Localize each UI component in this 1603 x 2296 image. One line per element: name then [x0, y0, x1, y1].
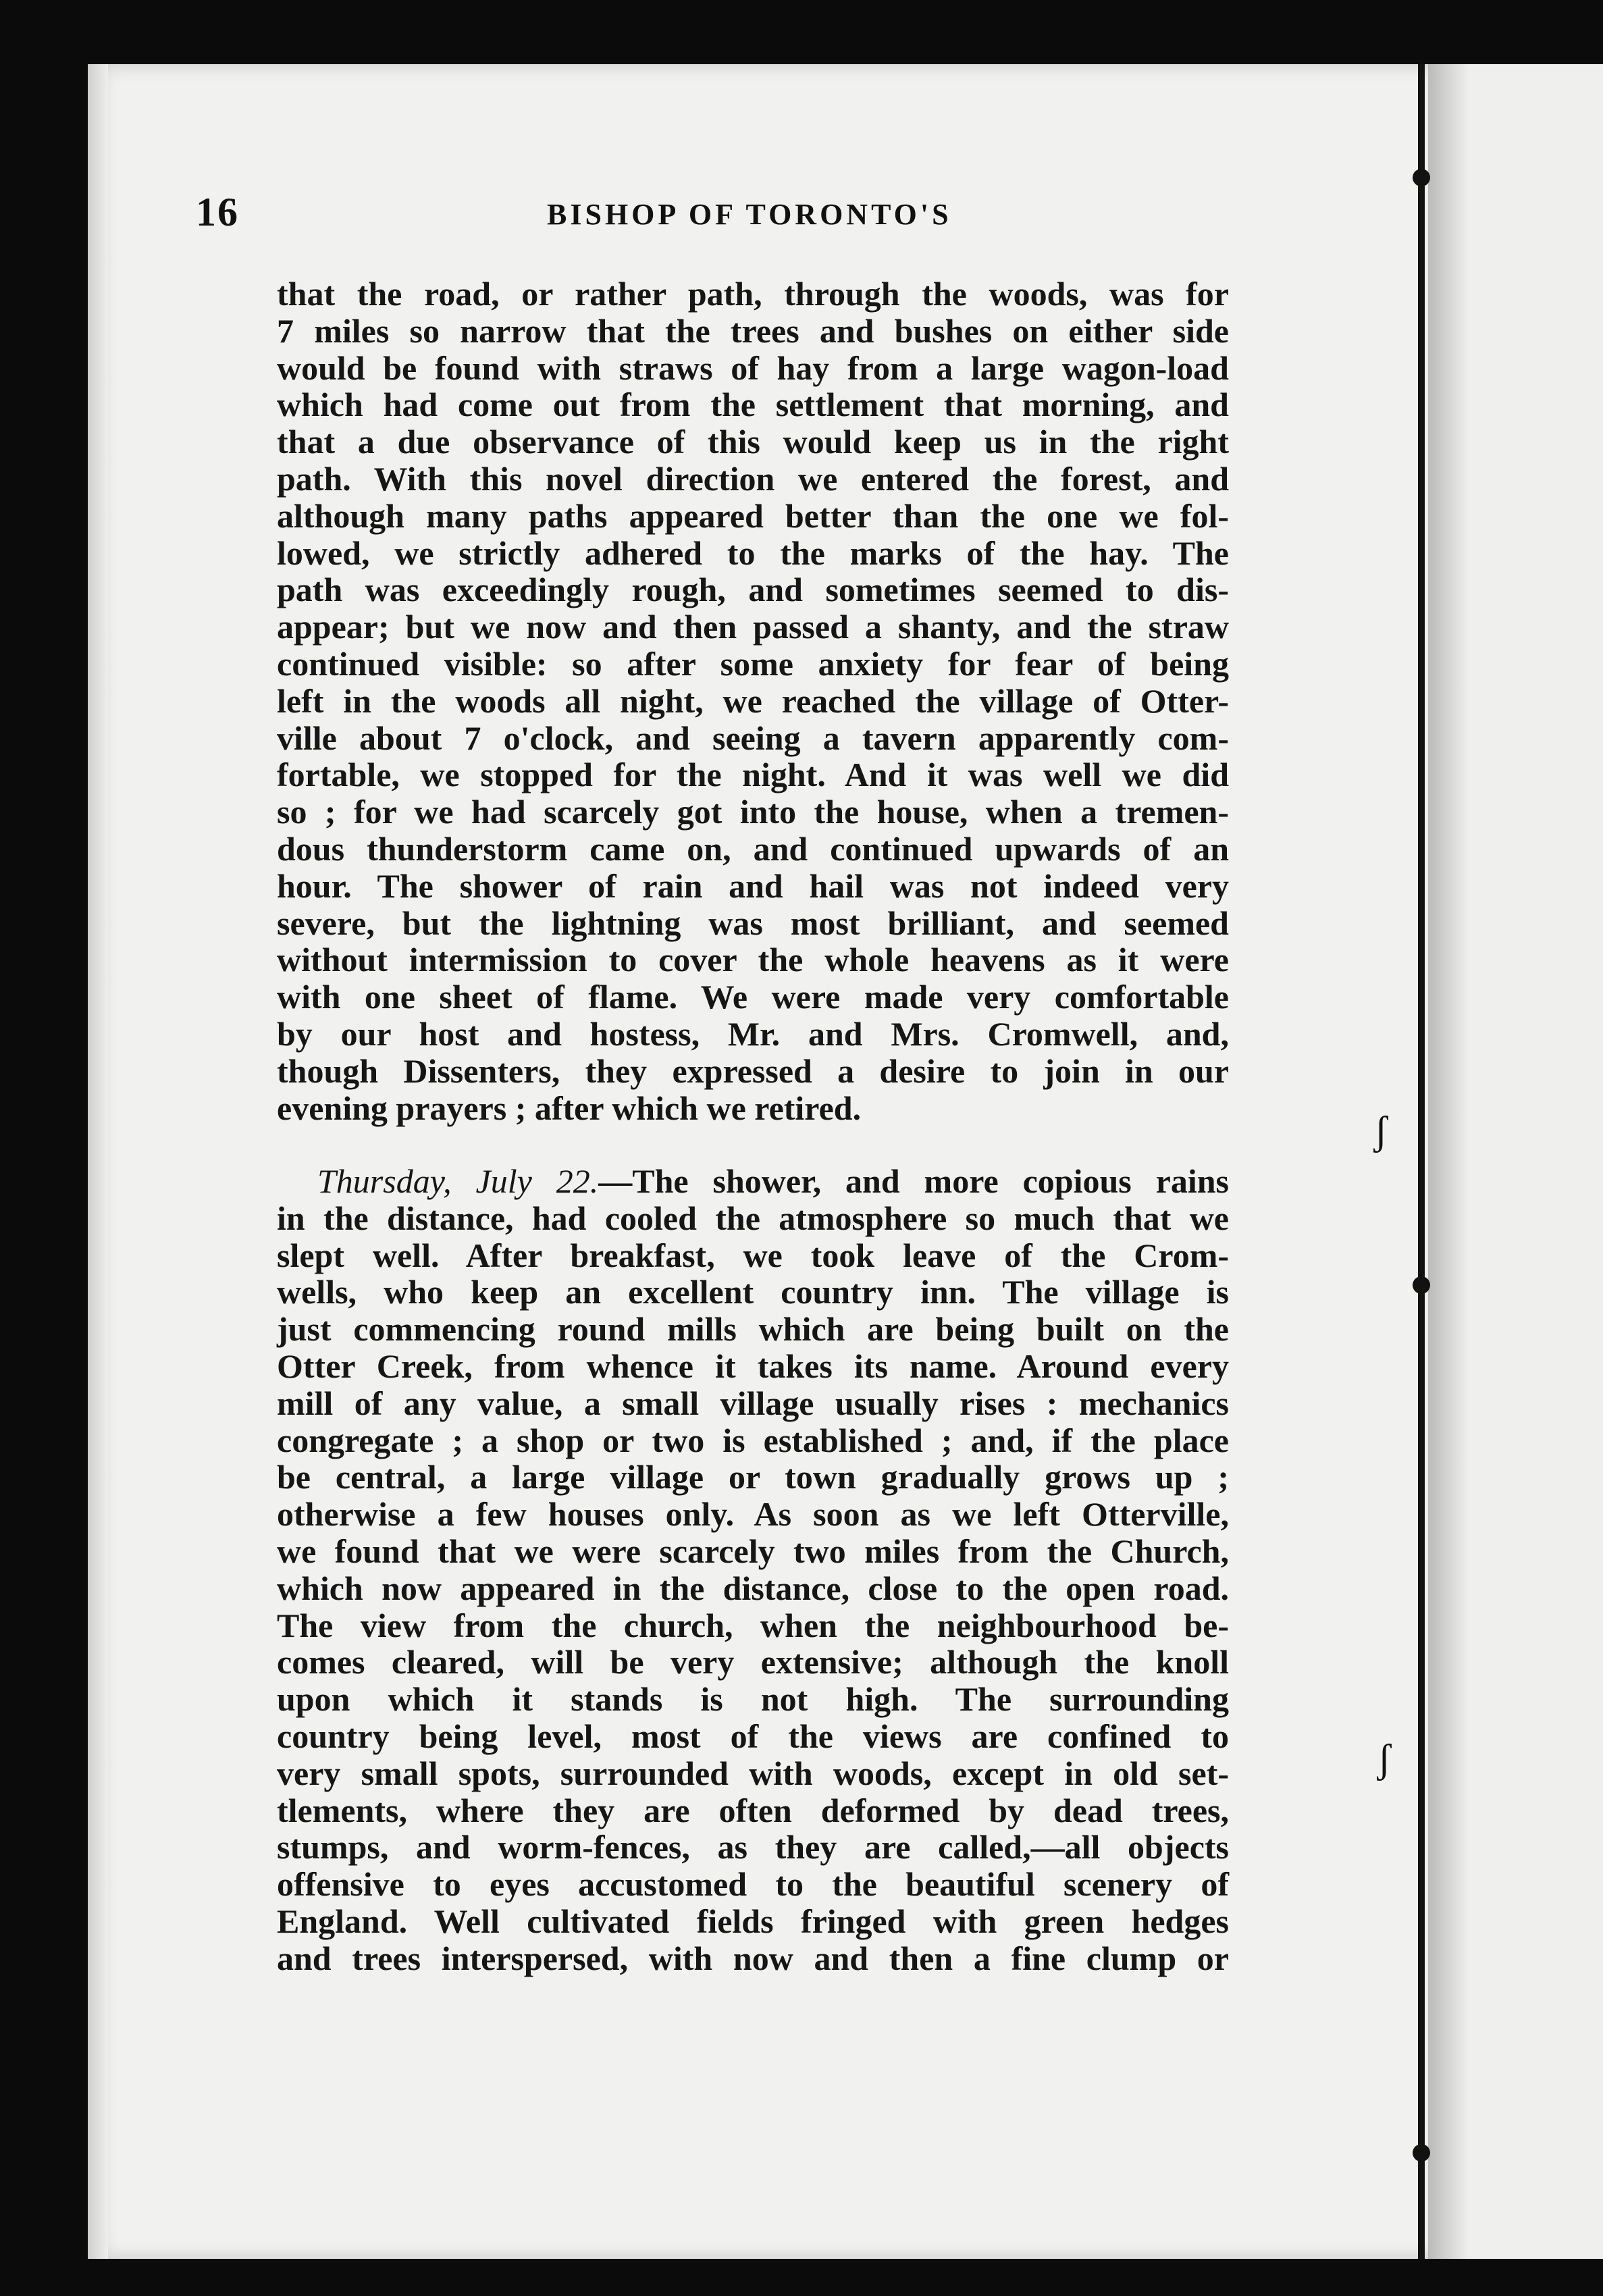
scan-left-border: [0, 0, 88, 2296]
entry-date: Thursday, July 22.: [317, 1162, 599, 1200]
text-line: ville about 7 o'clock, and seeing a tavern apparently com-: [277, 719, 1229, 757]
text-line: 7 miles so narrow that the trees and bushes on either side: [277, 311, 1229, 350]
text-line: appear; but we now and then passed a shanty, and the straw: [277, 608, 1229, 646]
facing-page: [1428, 64, 1603, 2259]
text-line: otherwise a few houses only. As soon as we left Otterville,: [277, 1495, 1229, 1534]
text-line-first: [277, 1163, 1229, 1200]
paragraph-1: [277, 276, 1229, 1126]
text-line: in the distance, had cooled the atmosphere so much that we: [277, 1199, 1229, 1237]
scan-bottom-border: [0, 2259, 1603, 2296]
text-line: with one sheet of flame. We were made very comfortable: [277, 978, 1229, 1016]
text-line: upon which it stands is not high. The surrounding: [277, 1680, 1229, 1719]
page-edge: [88, 64, 108, 2259]
text-line: continued visible: so after some anxiety for fear of being: [277, 644, 1229, 683]
text-line: by our host and hostess, Mr. and Mrs. Cromwell, and,: [277, 1014, 1229, 1053]
text-line: though Dissenters, they expressed a desire to join in our: [277, 1051, 1229, 1090]
text-line: path. With this novel direction we entered the forest, and: [277, 459, 1229, 498]
text-line: hour. The shower of rain and hail was not indeed very: [277, 866, 1229, 905]
text-line: The view from the church, when the neighbourhood be-: [277, 1606, 1229, 1644]
facing-page-shadow: [1428, 64, 1469, 2259]
text-line: and trees interspersed, with now and then a fine clump or: [277, 1939, 1229, 1977]
text-line: so ; for we had scarcely got into the house, when a tremen-: [277, 793, 1229, 831]
text-line: England. Well cultivated fields fringed with green hedges: [277, 1902, 1229, 1940]
page-number: 16: [196, 190, 239, 234]
text-line-rest: —The shower, and more copious rains: [598, 1162, 1229, 1200]
text-line: that the road, or rather path, through the woods, was for: [277, 275, 1229, 313]
gutter-mark: [1413, 2144, 1430, 2162]
text-line: Otter Creek, from whence it takes its name. Around every: [277, 1347, 1229, 1385]
text-line: very small spots, surrounded with woods, except in old set-: [277, 1754, 1229, 1792]
text-line: comes cleared, will be very extensive; although the knoll: [277, 1643, 1229, 1681]
text-line: dous thunderstorm came on, and continued upwards of an: [277, 829, 1229, 868]
gutter-mark: [1413, 1276, 1430, 1294]
running-title: BISHOP OF TORONTO'S: [547, 198, 952, 231]
text-line: mill of any value, a small village usually rises : mechanics: [277, 1384, 1229, 1422]
paragraph-1-body: [277, 276, 1229, 1126]
text-line: which had come out from the settlement that morning, and: [277, 386, 1229, 424]
ink-mark: ʃ: [1374, 1108, 1388, 1153]
text-line: which now appeared in the distance, close to the open road.: [277, 1569, 1229, 1607]
text-line: be central, a large village or town gradually grows up ;: [277, 1458, 1229, 1496]
text-line: fortable, we stopped for the night. And it was well we did: [277, 756, 1229, 794]
text-line: that a due observance of this would keep us in the right: [277, 423, 1229, 461]
running-head: [196, 189, 1236, 243]
text-line: stumps, and worm-fences, as they are called,—all objects: [277, 1828, 1229, 1867]
text-line: country being level, most of the views are confined to: [277, 1717, 1229, 1755]
text-line: we found that we were scarcely two miles from the Church,: [277, 1532, 1229, 1570]
ink-mark: ʃ: [1377, 1736, 1391, 1781]
gutter-line: [1418, 64, 1425, 2259]
text-line: path was exceedingly rough, and sometimes seemed to dis-: [277, 571, 1229, 609]
text-line: congregate ; a shop or two is established ; and, if the place: [277, 1421, 1229, 1459]
text-line: slept well. After breakfast, we took leave of the Crom-: [277, 1236, 1229, 1274]
text-line: tlements, where they are often deformed by dead trees,: [277, 1791, 1229, 1829]
text-line: severe, but the lightning was most brilliant, and seemed: [277, 904, 1229, 942]
scan-top-border: [0, 0, 1603, 64]
text-line: just commencing round mills which are being built on the: [277, 1310, 1229, 1349]
text-line: wells, who keep an excellent country inn. The village is: [277, 1273, 1229, 1311]
paragraph-2: [277, 1163, 1229, 1977]
text-line: lowed, we strictly adhered to the marks of the hay. The: [277, 533, 1229, 572]
text-line: would be found with straws of hay from a large wagon-load: [277, 348, 1229, 387]
gutter-mark: [1413, 169, 1430, 186]
text-line: offensive to eyes accustomed to the beautiful scenery of: [277, 1865, 1229, 1904]
text-line: without intermission to cover the whole heavens as it were: [277, 941, 1229, 979]
text-line: evening prayers ; after which we retired.: [277, 1089, 862, 1127]
text-line: left in the woods all night, we reached the village of Otter-: [277, 681, 1229, 720]
paragraph-2-body: [277, 1163, 1229, 1977]
text-line: although many paths appeared better than the one we fol-: [277, 496, 1229, 535]
